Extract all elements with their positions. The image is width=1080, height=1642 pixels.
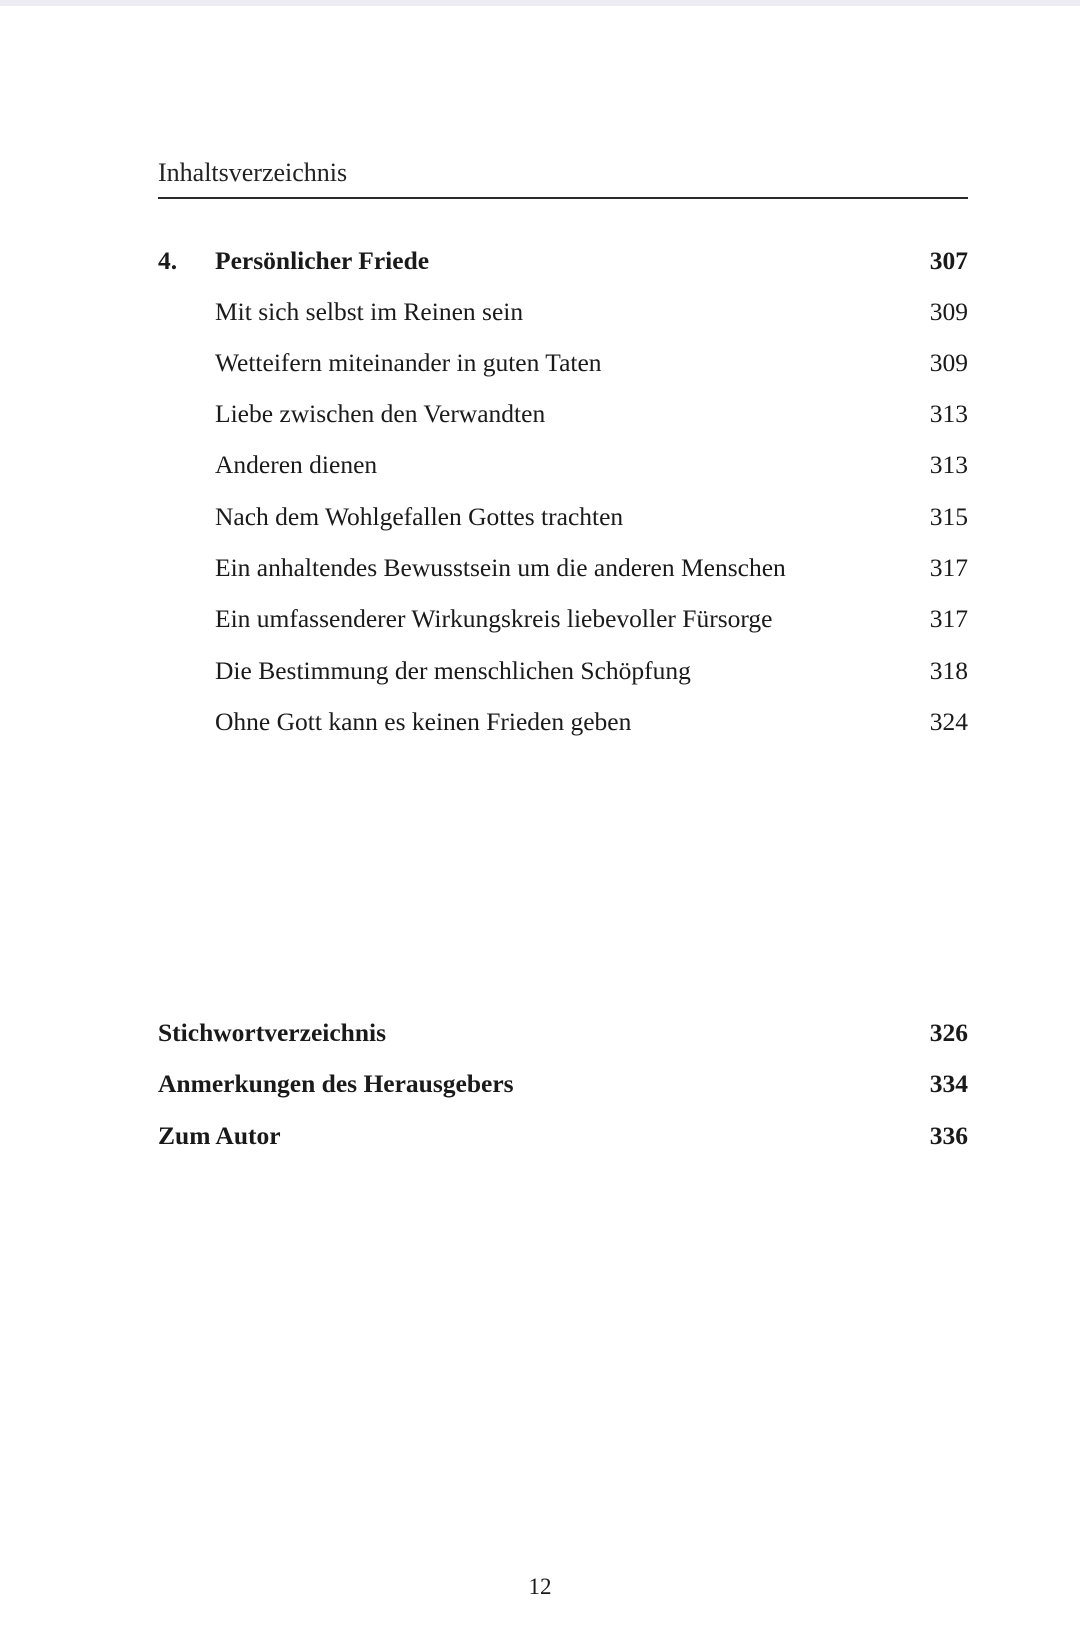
- toc-section-row[interactable]: [158, 548, 968, 588]
- toc-section-row[interactable]: [158, 445, 968, 485]
- running-head: Inhaltsverzeichnis: [158, 158, 348, 187]
- section-title: Liebe zwischen den Verwandten: [215, 399, 546, 428]
- section-title: Die Bestimmung der menschlichen Schöpfung: [215, 656, 691, 685]
- backmatter-title: Stichwortverzeichnis: [158, 1018, 387, 1047]
- header-rule: [158, 197, 968, 199]
- backmatter-page: 334: [929, 1069, 968, 1098]
- toc-section-row[interactable]: [158, 702, 968, 742]
- toc-section-row[interactable]: [158, 394, 968, 434]
- section-title: Mit sich selbst im Reinen sein: [215, 297, 524, 326]
- section-title: Ohne Gott kann es keinen Frieden geben: [215, 707, 632, 736]
- top-edge-strip: [0, 0, 1080, 6]
- section-page: 315: [929, 502, 968, 531]
- section-page: 324: [929, 707, 968, 736]
- toc-backmatter-row[interactable]: [158, 1013, 968, 1053]
- toc-section-row[interactable]: [158, 292, 968, 332]
- section-title: Nach dem Wohlgefallen Gottes trachten: [215, 502, 624, 531]
- section-page: 313: [929, 399, 968, 428]
- section-title: Ein anhaltendes Bewusstsein um die anderen Menschen: [215, 553, 786, 582]
- chapter-number: 4.: [158, 246, 178, 275]
- backmatter-title: Anmerkungen des Herausgebers: [158, 1069, 514, 1098]
- section-title: Anderen dienen: [215, 450, 378, 479]
- section-title: Wetteifern miteinander in guten Taten: [215, 348, 602, 377]
- section-page: 317: [929, 604, 968, 633]
- toc-section-row[interactable]: [158, 343, 968, 383]
- backmatter-page: 326: [929, 1018, 968, 1047]
- section-page: 318: [929, 656, 968, 685]
- chapter-title: Persönlicher Friede: [215, 246, 430, 275]
- backmatter-title: Zum Autor: [158, 1121, 281, 1150]
- page-number: 12: [528, 1574, 552, 1599]
- toc-section-row[interactable]: [158, 651, 968, 691]
- section-page: 309: [929, 297, 968, 326]
- chapter-page: 307: [929, 246, 968, 275]
- section-page: 317: [929, 553, 968, 582]
- toc-backmatter-row[interactable]: [158, 1064, 968, 1104]
- section-page: 309: [929, 348, 968, 377]
- backmatter-page: 336: [929, 1121, 968, 1150]
- toc-section-row[interactable]: [158, 497, 968, 537]
- section-title: Ein umfassenderer Wirkungskreis liebevoller Fürsorge: [215, 604, 773, 633]
- toc-section-row[interactable]: [158, 599, 968, 639]
- section-page: 313: [929, 450, 968, 479]
- toc-chapter-row[interactable]: [158, 241, 968, 281]
- toc-backmatter-row[interactable]: [158, 1116, 968, 1156]
